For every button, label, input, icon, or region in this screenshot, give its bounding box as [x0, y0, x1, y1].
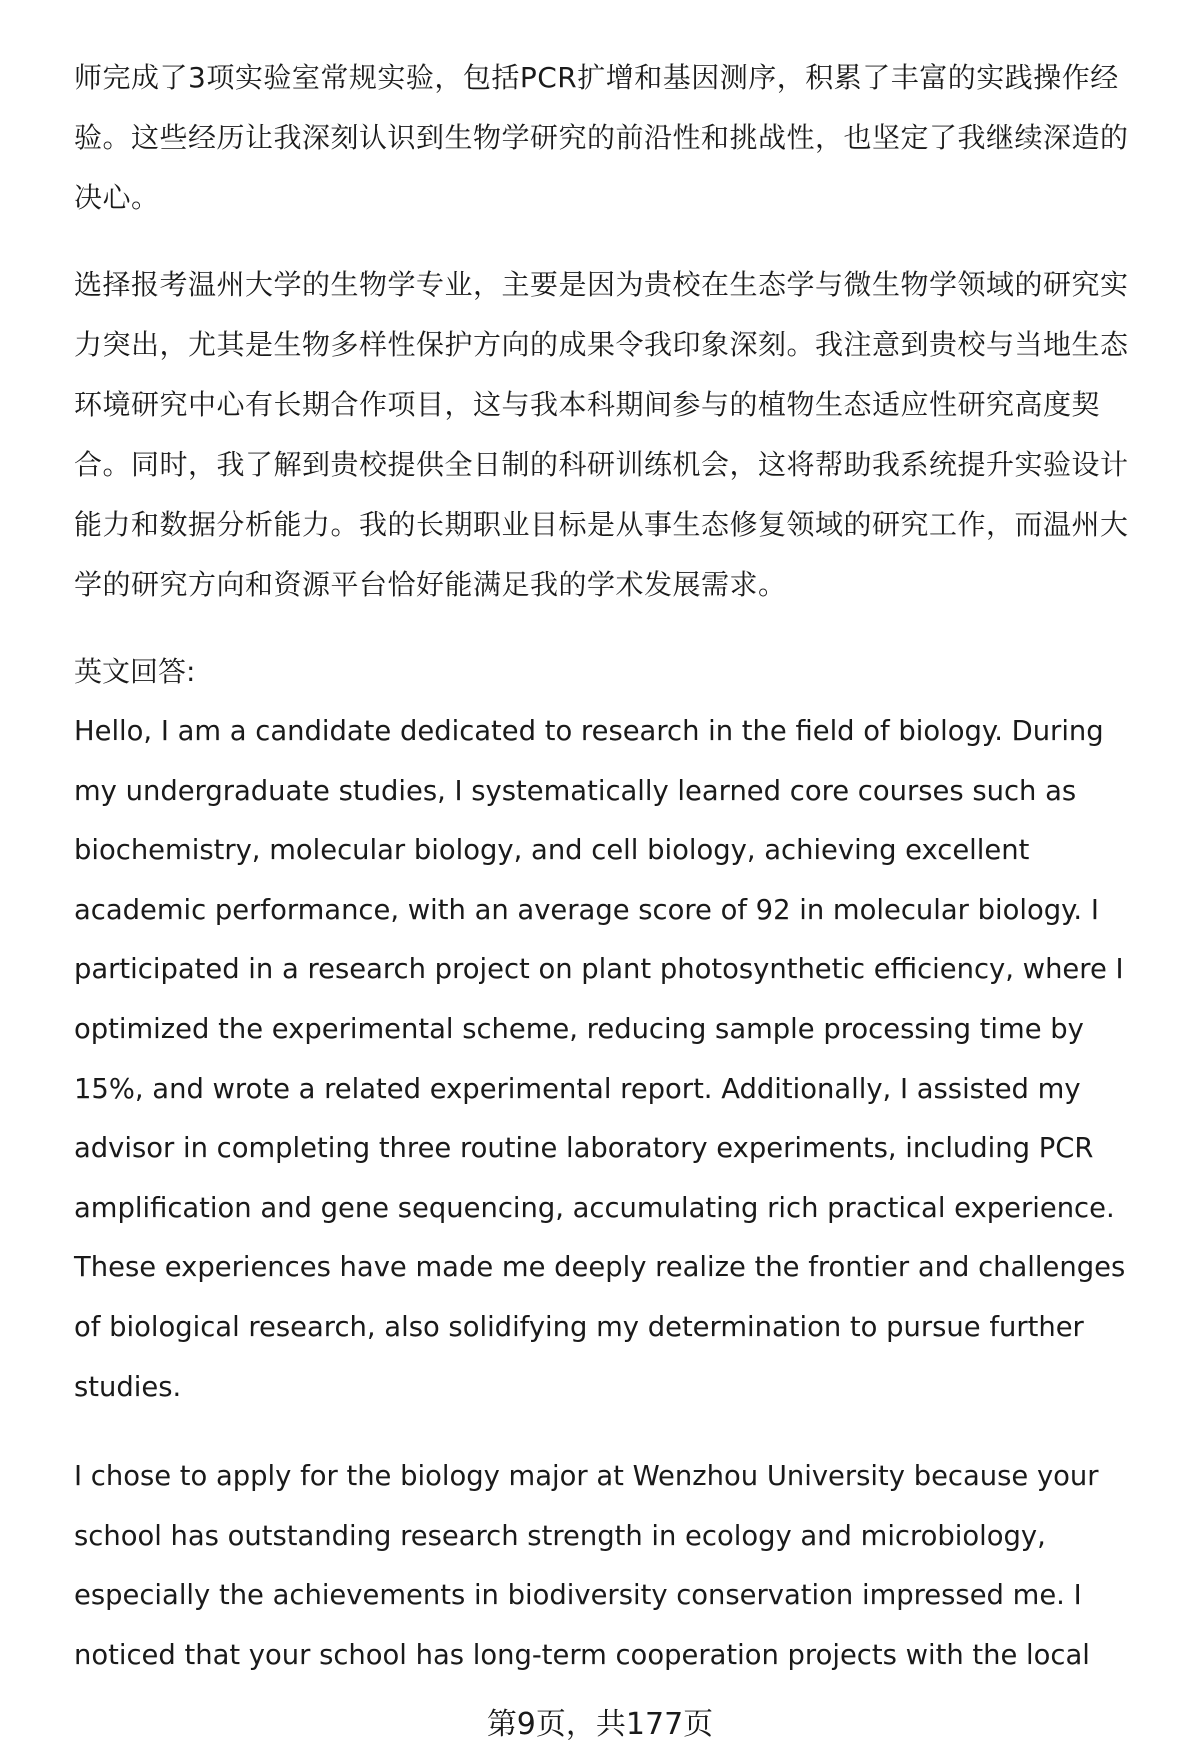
page-number-footer: 第9页，共177页 — [486, 1707, 714, 1742]
paragraph-en-1: Hello, I am a candidate dedicated to research in the field of biology. During my undergraduate studies, I systematically learned core courses such as biochemistry, molecular biology, and cell biology, achieving excellent academic performance, with an average score of 92 in molecular biology. I participated in a research project on plant photosynthetic efficiency, where I optimized the experimental scheme, reducing sample processing time by 15%, and wrote a related experimental report. Additionally, I assisted my advisor in completing three routine laboratory experiments, including PCR amplification and gene sequencing, accumulating rich practical experience. These experiences have made me deeply realize the frontier and challenges of biological research, also solidifying my determination to pursue further studies. — [74, 716, 1126, 1403]
english-answer-label: 英文回答: — [74, 655, 196, 688]
paragraph-zh-1: 师完成了3项实验室常规实验，包括PCR扩增和基因测序，积累了丰富的实践操作经验。这些经历让我深刻认识到生物学研究的前沿性和挑战性，也坚定了我继续深造的决心。 — [74, 61, 1129, 214]
paragraph-zh-2: 选择报考温州大学的生物学专业，主要是因为贵校在生态学与微生物学领域的研究实力突出，尤其是生物多样性保护方向的成果令我印象深刻。我注意到贵校与当地生态环境研究中心有长期合作项目，这与我本科期间参与的植物生态适应性研究高度契合。同时，我了解到贵校提供全日制的科研训练机会，这将帮助我系统提升实验设计能力和数据分析能力。我的长期职业目标是从事生态修复领域的研究工作，而温州大学的研究方向和资源平台恰好能满足我的学术发展需求。 — [74, 268, 1129, 601]
document-body — [74, 48, 1154, 1686]
paragraph-en-2: I chose to apply for the biology major at Wenzhou University because your school has outstanding research strength in ecology and microbiology, especially the achievements in biodiversity conservation impressed me. I noticed that your school has long-term cooperation projects with the local — [74, 1461, 1099, 1671]
